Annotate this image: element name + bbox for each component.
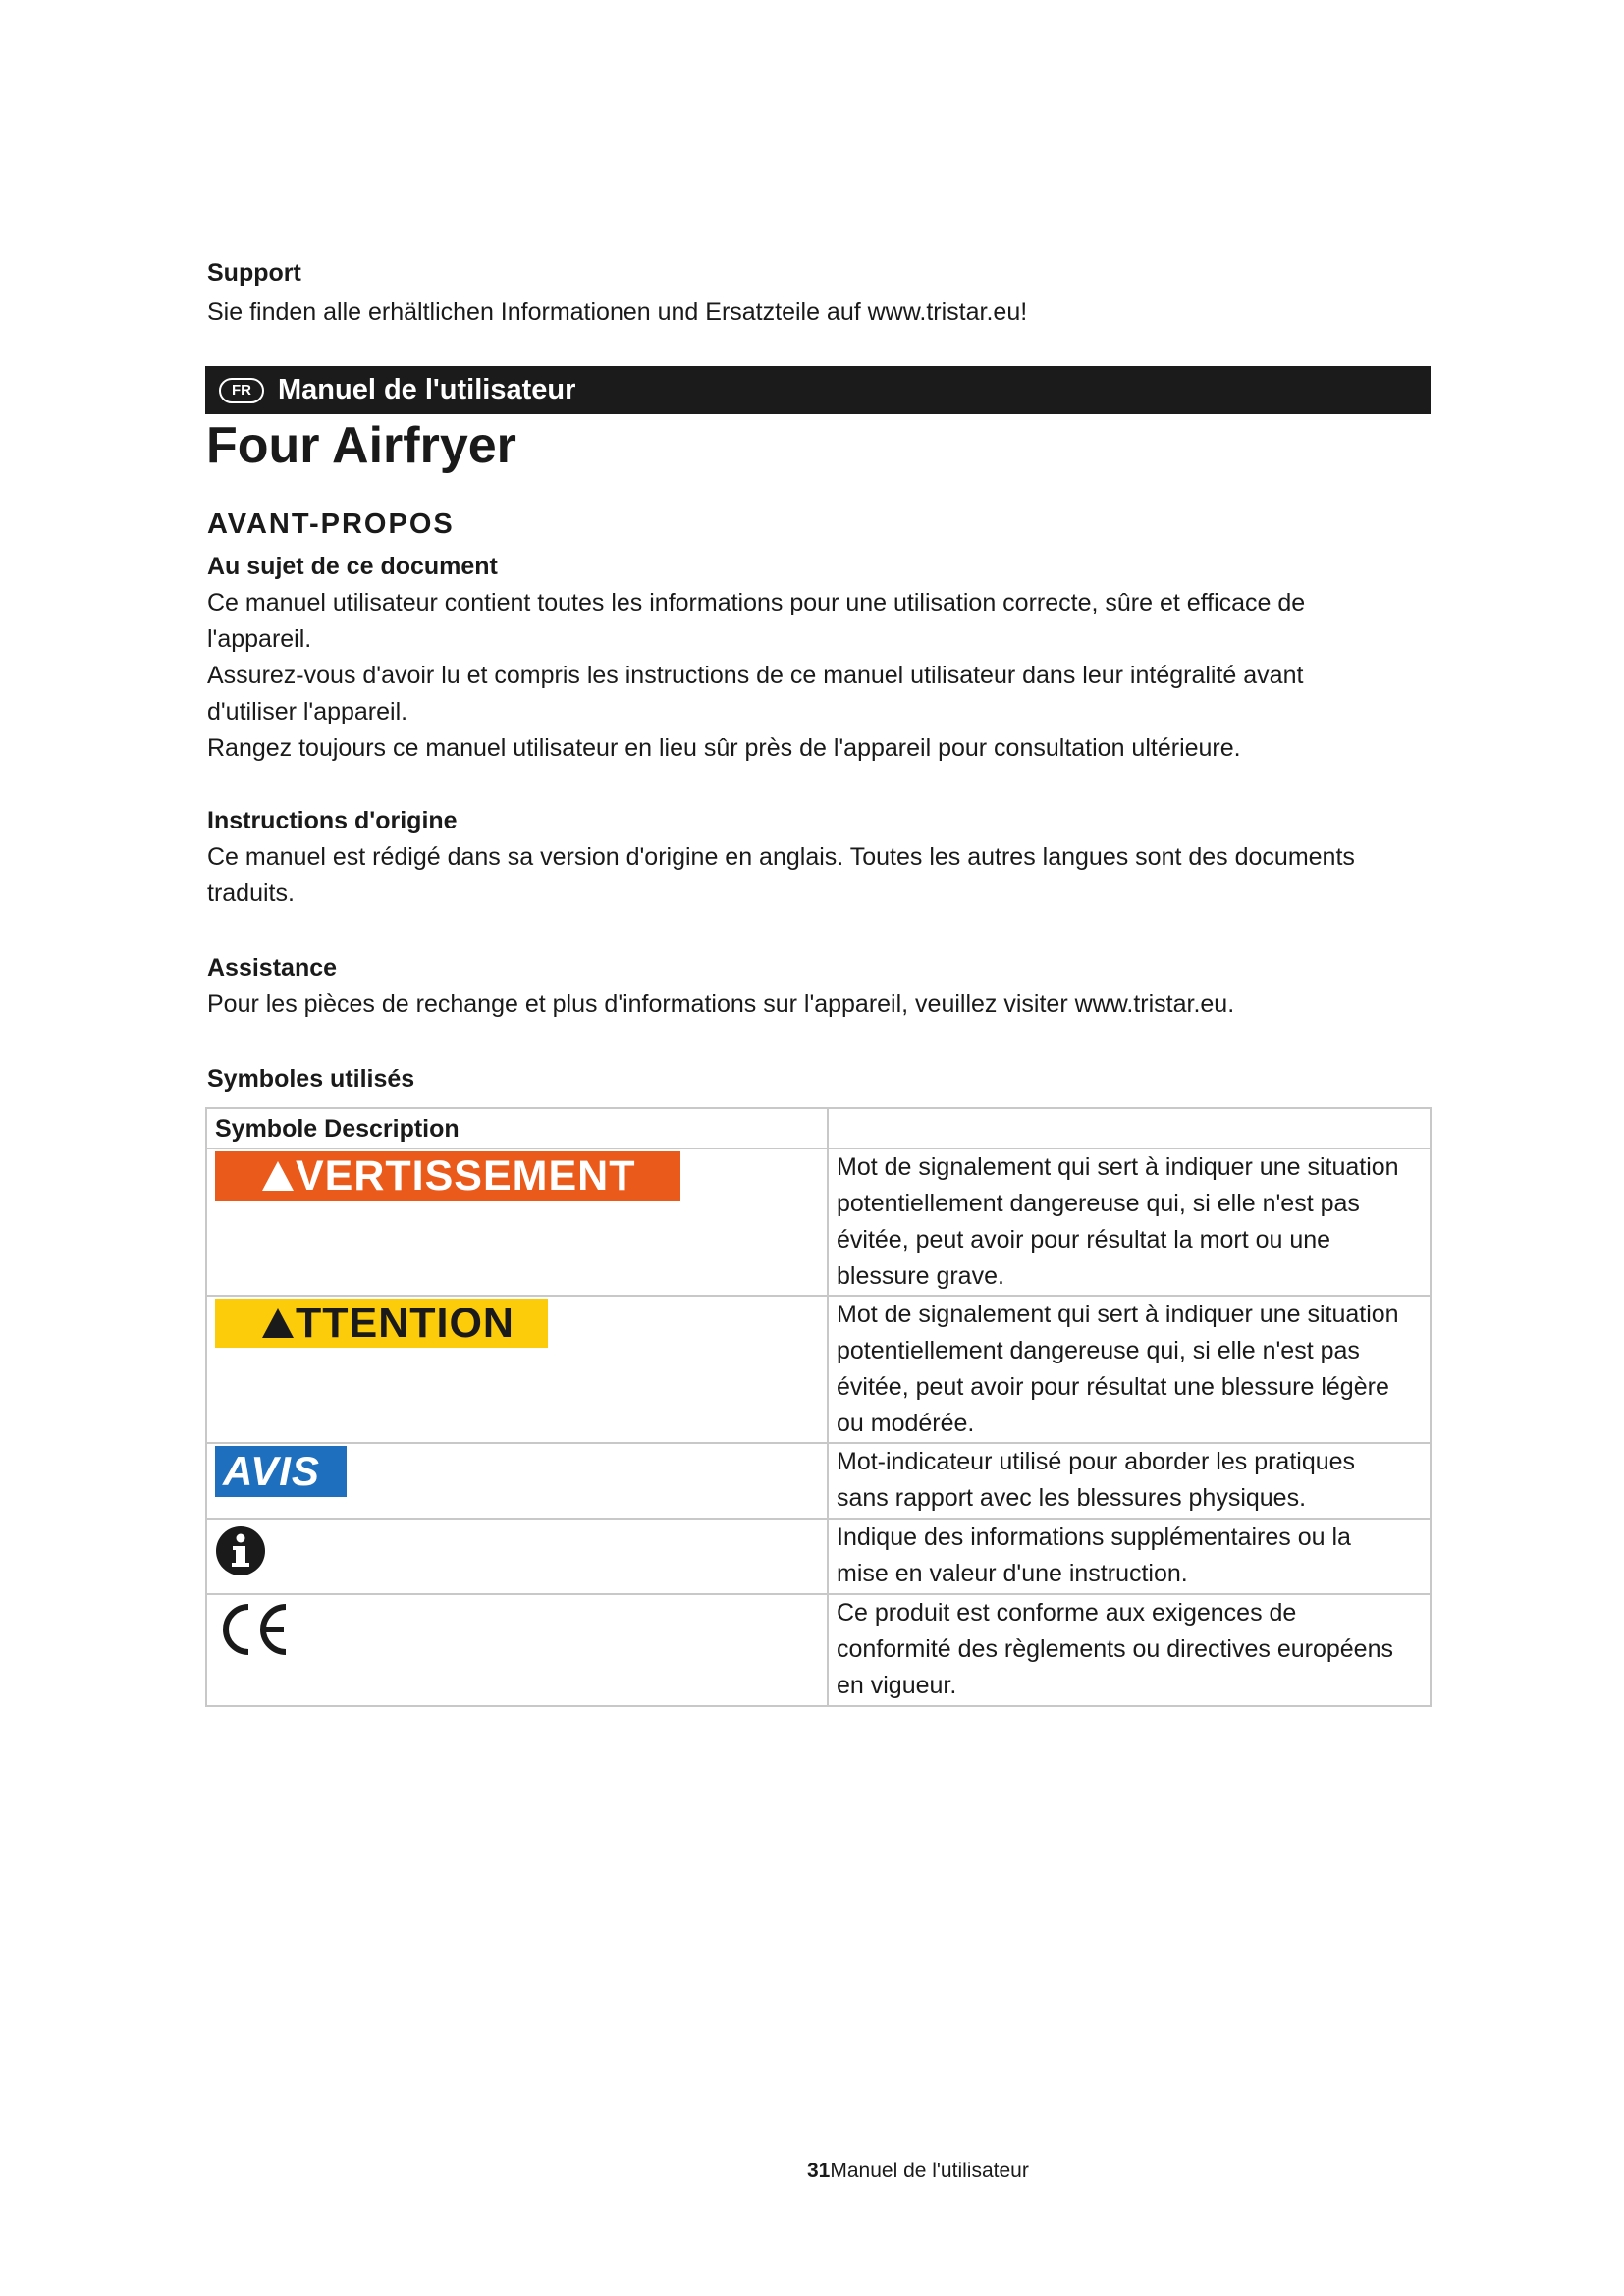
ce-mark-icon — [215, 1601, 292, 1658]
caution-signal-label — [215, 1299, 548, 1348]
banner-title: Manuel de l'utilisateur — [278, 374, 576, 405]
info-icon — [215, 1525, 266, 1576]
caution-signal-text: TTENTION — [296, 1299, 514, 1347]
about-line: d'utiliser l'appareil. — [207, 698, 408, 725]
description-cell — [828, 1519, 1431, 1594]
document-title: Four Airfryer — [206, 417, 516, 474]
description-cell — [828, 1296, 1431, 1443]
about-line: Rangez toujours ce manuel utilisateur en lieu sûr près de l'appareil pour consultation ultérieure. — [207, 734, 1241, 762]
table-row — [206, 1148, 1431, 1296]
description-line: Mot de signalement qui sert à indiquer une situation — [837, 1301, 1399, 1328]
description-line: potentiellement dangereuse qui, si elle n'est pas — [837, 1190, 1360, 1217]
support-heading: Support — [207, 259, 301, 287]
description-line: ou modérée. — [837, 1410, 975, 1437]
description-line: potentiellement dangereuse qui, si elle n'est pas — [837, 1337, 1360, 1364]
description-cell — [828, 1594, 1431, 1706]
table-header-cell-empty — [828, 1108, 1431, 1148]
symbol-cell — [206, 1443, 828, 1519]
table-row — [206, 1519, 1431, 1594]
language-badge: FR — [219, 378, 264, 403]
notice-signal-text: AVIS — [223, 1448, 320, 1494]
footer-text: Manuel de l'utilisateur — [830, 2160, 1029, 2182]
symbol-cell — [206, 1296, 828, 1443]
table-row — [206, 1296, 1431, 1443]
description-cell — [828, 1443, 1431, 1519]
language-banner — [205, 366, 1431, 414]
page-number: 31 — [807, 2160, 831, 2182]
original-line: traduits. — [207, 880, 295, 907]
description-line: évitée, peut avoir pour résultat la mort ou une — [837, 1226, 1331, 1254]
warning-signal-label — [215, 1151, 680, 1201]
support-text: Sie finden alle erhältlichen Informationen und Ersatzteile auf www.tristar.eu! — [207, 298, 1028, 326]
table-row — [206, 1443, 1431, 1519]
table-header-cell — [206, 1108, 828, 1148]
table-header-row — [206, 1108, 1431, 1148]
about-paragraph — [207, 585, 1425, 767]
description-line: Mot de signalement qui sert à indiquer une situation — [837, 1153, 1399, 1181]
description-line: mise en valeur d'une instruction. — [837, 1560, 1188, 1587]
warning-triangle-icon — [262, 1308, 294, 1338]
warning-signal-text: VERTISSEMENT — [296, 1151, 636, 1200]
description-line: sans rapport avec les blessures physiques. — [837, 1484, 1307, 1512]
table-header-text: Symbole Description — [215, 1115, 460, 1143]
about-line: Assurez-vous d'avoir lu et compris les instructions de ce manuel utilisateur dans leur intégralité avant — [207, 662, 1304, 689]
page-footer — [807, 2160, 1029, 2183]
symbol-cell — [206, 1594, 828, 1706]
description-line: évitée, peut avoir pour résultat une blessure légère — [837, 1373, 1389, 1401]
warning-triangle-icon — [262, 1161, 294, 1191]
description-line: en vigueur. — [837, 1672, 957, 1699]
description-line: Mot-indicateur utilisé pour aborder les pratiques — [837, 1448, 1356, 1475]
description-cell — [828, 1148, 1431, 1296]
assistance-text: Pour les pièces de rechange et plus d'informations sur l'appareil, veuillez visiter www.tristar.eu. — [207, 990, 1235, 1018]
symbol-cell — [206, 1519, 828, 1594]
section-title: AVANT-PROPOS — [207, 508, 455, 540]
original-line: Ce manuel est rédigé dans sa version d'origine en anglais. Toutes les autres langues sont des documents — [207, 843, 1355, 871]
original-instructions-paragraph — [207, 839, 1425, 912]
notice-signal-label — [215, 1446, 347, 1497]
table-row — [206, 1594, 1431, 1706]
symbol-cell — [206, 1148, 828, 1296]
about-line: Ce manuel utilisateur contient toutes les informations pour une utilisation correcte, sûre et efficace de — [207, 589, 1306, 616]
symbols-table — [205, 1107, 1432, 1707]
assistance-heading: Assistance — [207, 954, 338, 982]
description-line: Ce produit est conforme aux exigences de — [837, 1599, 1297, 1627]
about-heading: Au sujet de ce document — [207, 553, 498, 580]
about-line: l'appareil. — [207, 625, 312, 653]
description-line: Indique des informations supplémentaires ou la — [837, 1523, 1351, 1551]
symbols-heading: Symboles utilisés — [207, 1065, 415, 1093]
description-line: conformité des règlements ou directives européens — [837, 1635, 1393, 1663]
description-line: blessure grave. — [837, 1262, 1004, 1290]
original-instructions-heading: Instructions d'origine — [207, 807, 458, 834]
